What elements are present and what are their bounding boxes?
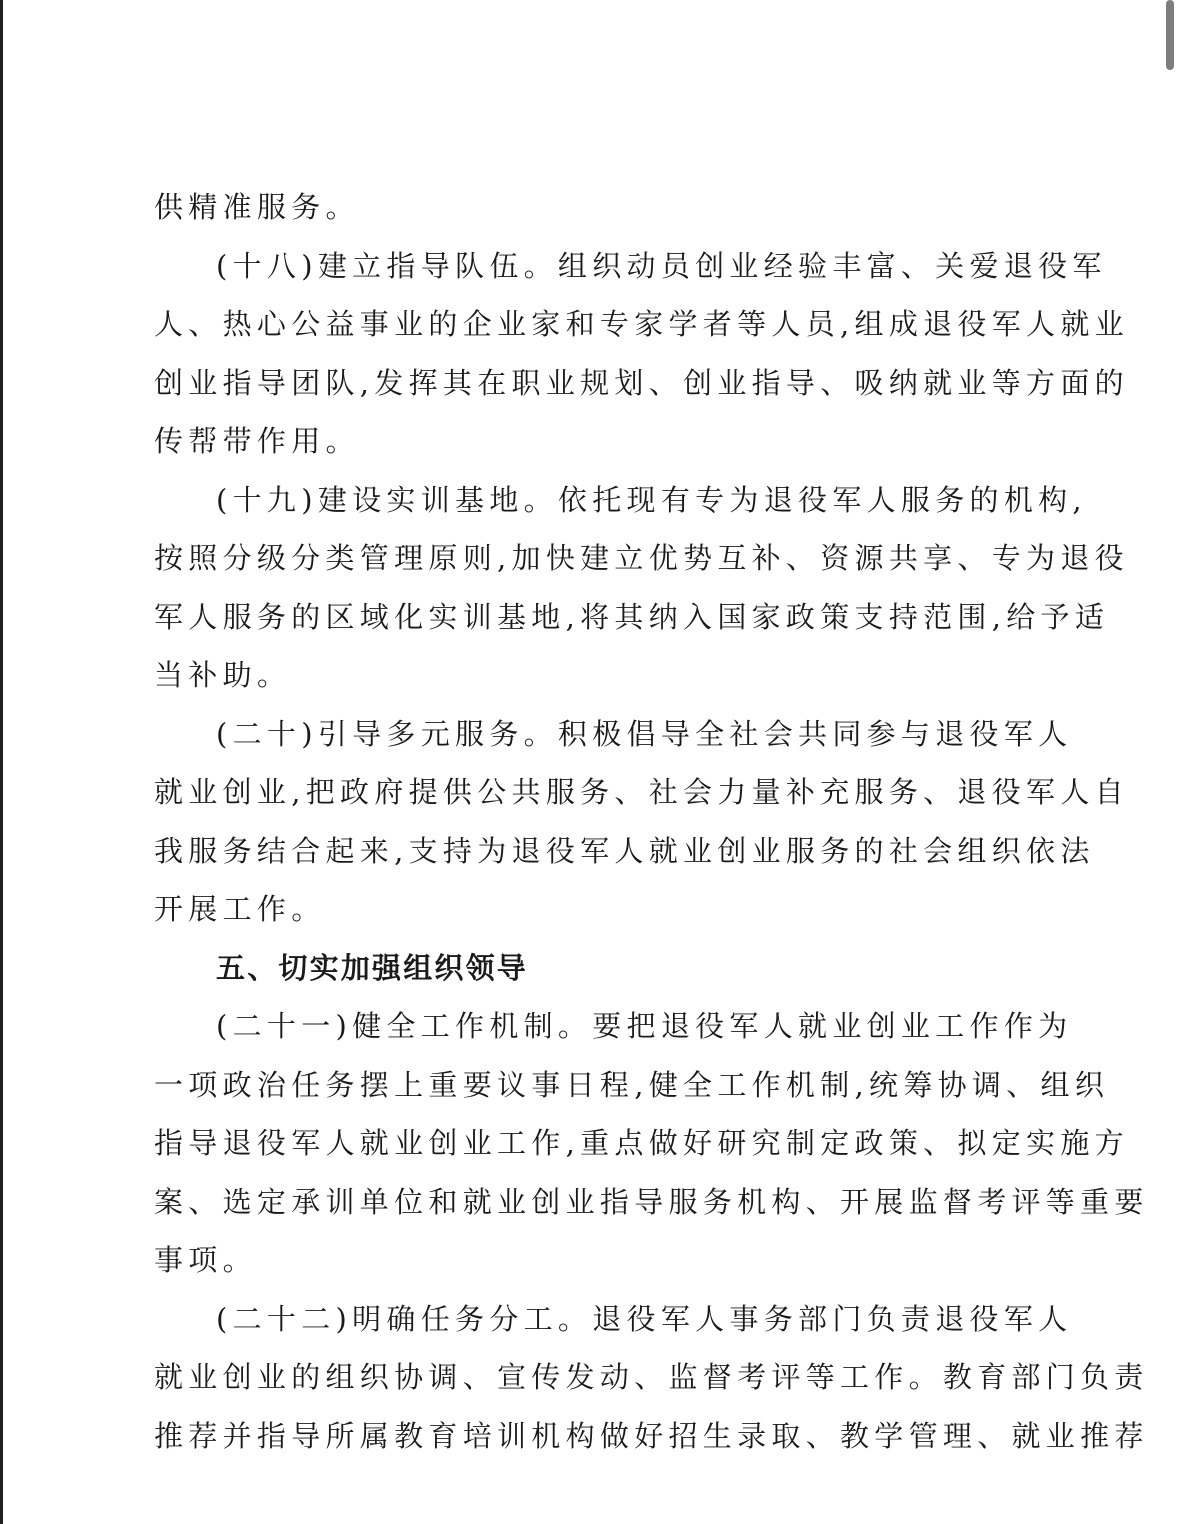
text-line: 人、热心公益事业的企业家和专家学者等人员,组成退役军人就业 (154, 307, 1129, 341)
text-line: 当补助。 (154, 658, 292, 692)
paragraph-19-start: (十九)建设实训基地。依托现有专为退役军人服务的机构, (216, 482, 1087, 517)
text-line: 推荐并指导所属教育培训机构做好招生录取、教学管理、就业推荐 (154, 1418, 1149, 1453)
text-line: 开展工作。 (154, 892, 326, 926)
document-body (154, 178, 1149, 1465)
text-line: 供精准服务。 (154, 190, 360, 224)
paragraph-21-start: (二十一)健全工作机制。要把退役军人就业创业工作作为 (216, 1009, 1073, 1043)
paragraph-22-start: (二十二)明确任务分工。退役军人事务部门负责退役军人 (216, 1301, 1073, 1336)
text-line: 就业创业的组织协调、宣传发动、监督考评等工作。教育部门负责 (154, 1360, 1149, 1394)
text-line: 事项。 (154, 1243, 257, 1277)
paragraph-18-start: (十八)建立指导队伍。组织动员创业经验丰富、关爱退役军 (216, 248, 1107, 283)
text-line: 创业指导团队,发挥其在职业规划、创业指导、吸纳就业等方面的 (154, 365, 1129, 400)
text-line: 军人服务的区域化实训基地,将其纳入国家政策支持范围,给予适 (154, 599, 1110, 634)
scrollbar-thumb[interactable] (1166, 0, 1174, 70)
text-line: 我服务结合起来,支持为退役军人就业创业服务的社会组织依法 (154, 833, 1095, 868)
section-heading: 五、切实加强组织领导 (216, 950, 529, 985)
text-line: 传帮带作用。 (154, 424, 360, 458)
text-line: 一项政治任务摆上重要议事日程,健全工作机制,统筹协调、组织 (154, 1067, 1110, 1102)
page-edge (0, 0, 3, 1524)
text-line: 案、选定承训单位和就业创业指导服务机构、开展监督考评等重要 (154, 1184, 1149, 1219)
paragraph-20-start: (二十)引导多元服务。积极倡导全社会共同参与退役军人 (216, 716, 1073, 751)
text-line: 按照分级分类管理原则,加快建立优势互补、资源共享、专为退役 (154, 541, 1129, 575)
vertical-scrollbar[interactable] (1164, 0, 1176, 1524)
text-line: 指导退役军人就业创业工作,重点做好研究制定政策、拟定实施方 (154, 1126, 1129, 1160)
text-line: 就业创业,把政府提供公共服务、社会力量补充服务、退役军人自 (154, 775, 1129, 809)
